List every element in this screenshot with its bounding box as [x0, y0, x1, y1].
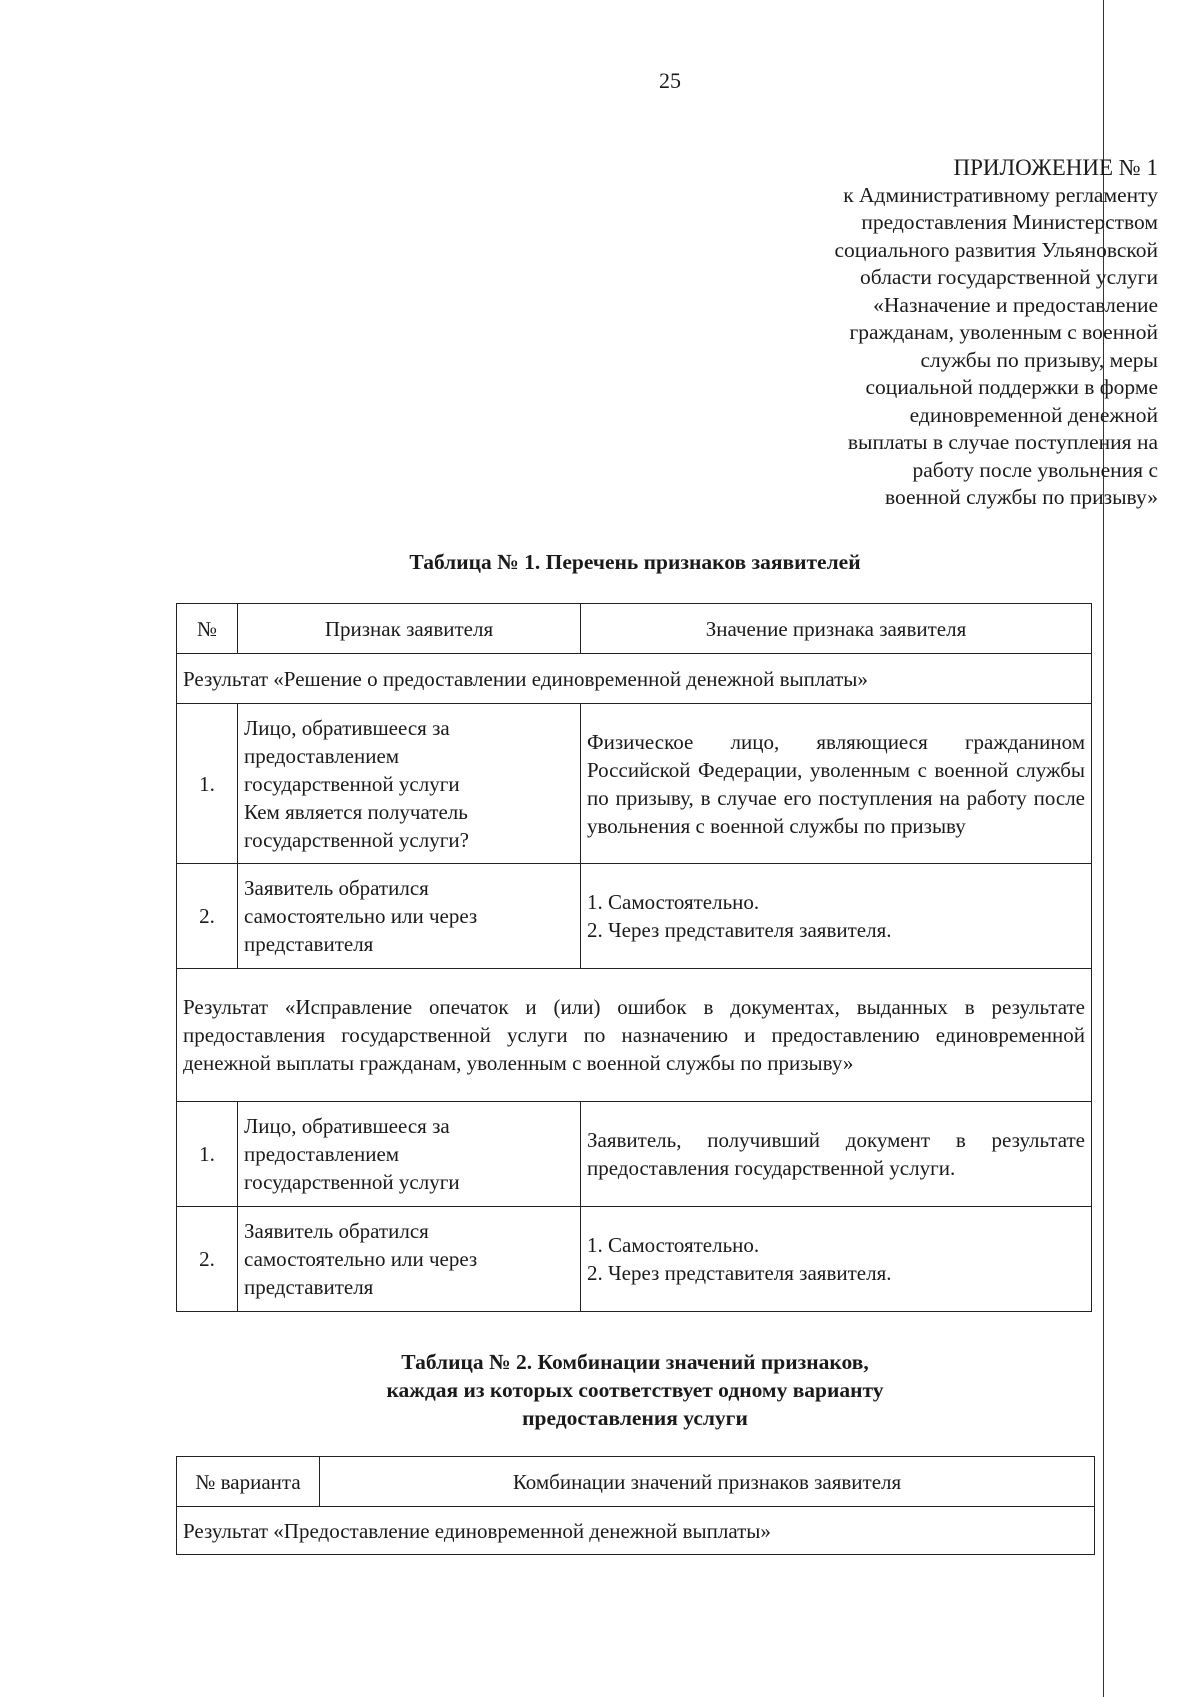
- row-num: 2.: [177, 1207, 238, 1312]
- appendix-line: военной службы по призыву»: [884, 485, 1158, 509]
- header-sign: Признак заявителя: [238, 604, 581, 654]
- table1-header-row: [177, 604, 1092, 654]
- table-row: [177, 1207, 1092, 1312]
- caption-line: Таблица № 2. Комбинации значений признаков,: [401, 1350, 869, 1374]
- appendix-line: выплаты в случае поступления на: [847, 430, 1158, 454]
- row-num: 1.: [177, 1102, 238, 1207]
- appendix-line: социального развития Ульяновской: [834, 237, 1158, 262]
- sign-line: Заявитель обратился: [244, 1219, 429, 1243]
- page-number: 25: [659, 68, 681, 93]
- row-sign: [238, 864, 581, 969]
- sign-line: государственной услуги?: [244, 827, 469, 852]
- appendix-line: единовременной денежной: [909, 402, 1158, 427]
- appendix-line: работу после увольнения с: [912, 457, 1158, 482]
- appendix-line: области государственной услуги: [860, 265, 1158, 289]
- header-num: №: [177, 604, 238, 654]
- value-line: 2. Через представителя заявителя.: [587, 1261, 892, 1285]
- section-title: Результат «Исправление опечаток и (или) ошибок в документах, выданных в результате предоставления государственной услуги по назначению и предоставлению единовременной денежной выплаты гражданам, уволенным с военной службы по призыву»: [177, 969, 1092, 1102]
- table-row: [177, 704, 1092, 864]
- table-row: [177, 1102, 1092, 1207]
- table1-caption: Таблица № 1. Перечень признаков заявителей: [409, 550, 861, 574]
- table2-header-row: [177, 1457, 1095, 1507]
- value-line: 1. Самостоятельно.: [587, 890, 760, 914]
- row-value: Физическое лицо, являющиеся гражданином Российской Федерации, уволенным с военной службы по призыву, в случае его поступления на работу после увольнения с военной службы по призыву: [581, 704, 1092, 864]
- sign-line: государственной услуги: [244, 1170, 460, 1194]
- row-num: 1.: [177, 704, 238, 864]
- sign-line: Лицо, обратившееся за: [244, 715, 450, 740]
- sign-line: Кем является получатель: [244, 799, 468, 824]
- section-title: Результат «Предоставление единовременной денежной выплаты»: [177, 1507, 1095, 1555]
- value-line: 1. Самостоятельно.: [587, 1233, 760, 1257]
- appendix-line: службы по призыву, меры: [920, 347, 1158, 372]
- section-row: [177, 654, 1092, 704]
- appendix-line: предоставления Министерством: [861, 210, 1158, 234]
- caption-line: каждая из которых соответствует одному варианту: [386, 1378, 884, 1402]
- sign-line: представителя: [244, 1275, 374, 1299]
- sign-line: Лицо, обратившееся за: [244, 1114, 450, 1138]
- sign-line: самостоятельно или через: [244, 1247, 478, 1271]
- appendix-line: гражданам, уволенным с военной: [849, 320, 1158, 344]
- section-row: [177, 1507, 1095, 1555]
- sign-line: государственной услуги: [244, 771, 460, 796]
- section-title: Результат «Решение о предоставлении единовременной денежной выплаты»: [177, 654, 1092, 704]
- sign-line: предоставлением: [244, 1142, 400, 1166]
- appendix-line: к Административному регламенту: [843, 182, 1158, 207]
- row-sign: [238, 704, 581, 864]
- header-value: Значение признака заявителя: [581, 604, 1092, 654]
- row-num: 2.: [177, 864, 238, 969]
- row-sign: [238, 1102, 581, 1207]
- row-value: [581, 1207, 1092, 1312]
- row-value: Заявитель, получивший документ в результате предоставления государственной услуги.: [581, 1102, 1092, 1207]
- appendix-line: социальной поддержки в форме: [865, 375, 1158, 399]
- sign-line: представителя: [244, 932, 374, 956]
- table1: [176, 603, 1092, 1312]
- appendix-block: [598, 154, 1158, 512]
- section-row: [177, 969, 1092, 1102]
- table2: [176, 1456, 1095, 1555]
- row-sign: [238, 1207, 581, 1312]
- value-line: 2. Через представителя заявителя.: [587, 918, 892, 942]
- table2-caption: [175, 1348, 1095, 1432]
- caption-line: предоставления услуги: [522, 1406, 748, 1430]
- table-row: [177, 864, 1092, 969]
- header-variant: № варианта: [177, 1457, 320, 1507]
- appendix-line: «Назначение и предоставление: [873, 292, 1158, 317]
- sign-line: самостоятельно или через: [244, 904, 478, 928]
- row-value: [581, 864, 1092, 969]
- header-combinations: Комбинации значений признаков заявителя: [320, 1457, 1095, 1507]
- sign-line: Заявитель обратился: [244, 876, 429, 900]
- appendix-title: ПРИЛОЖЕНИЕ № 1: [953, 155, 1158, 180]
- sign-line: предоставлением: [244, 743, 400, 768]
